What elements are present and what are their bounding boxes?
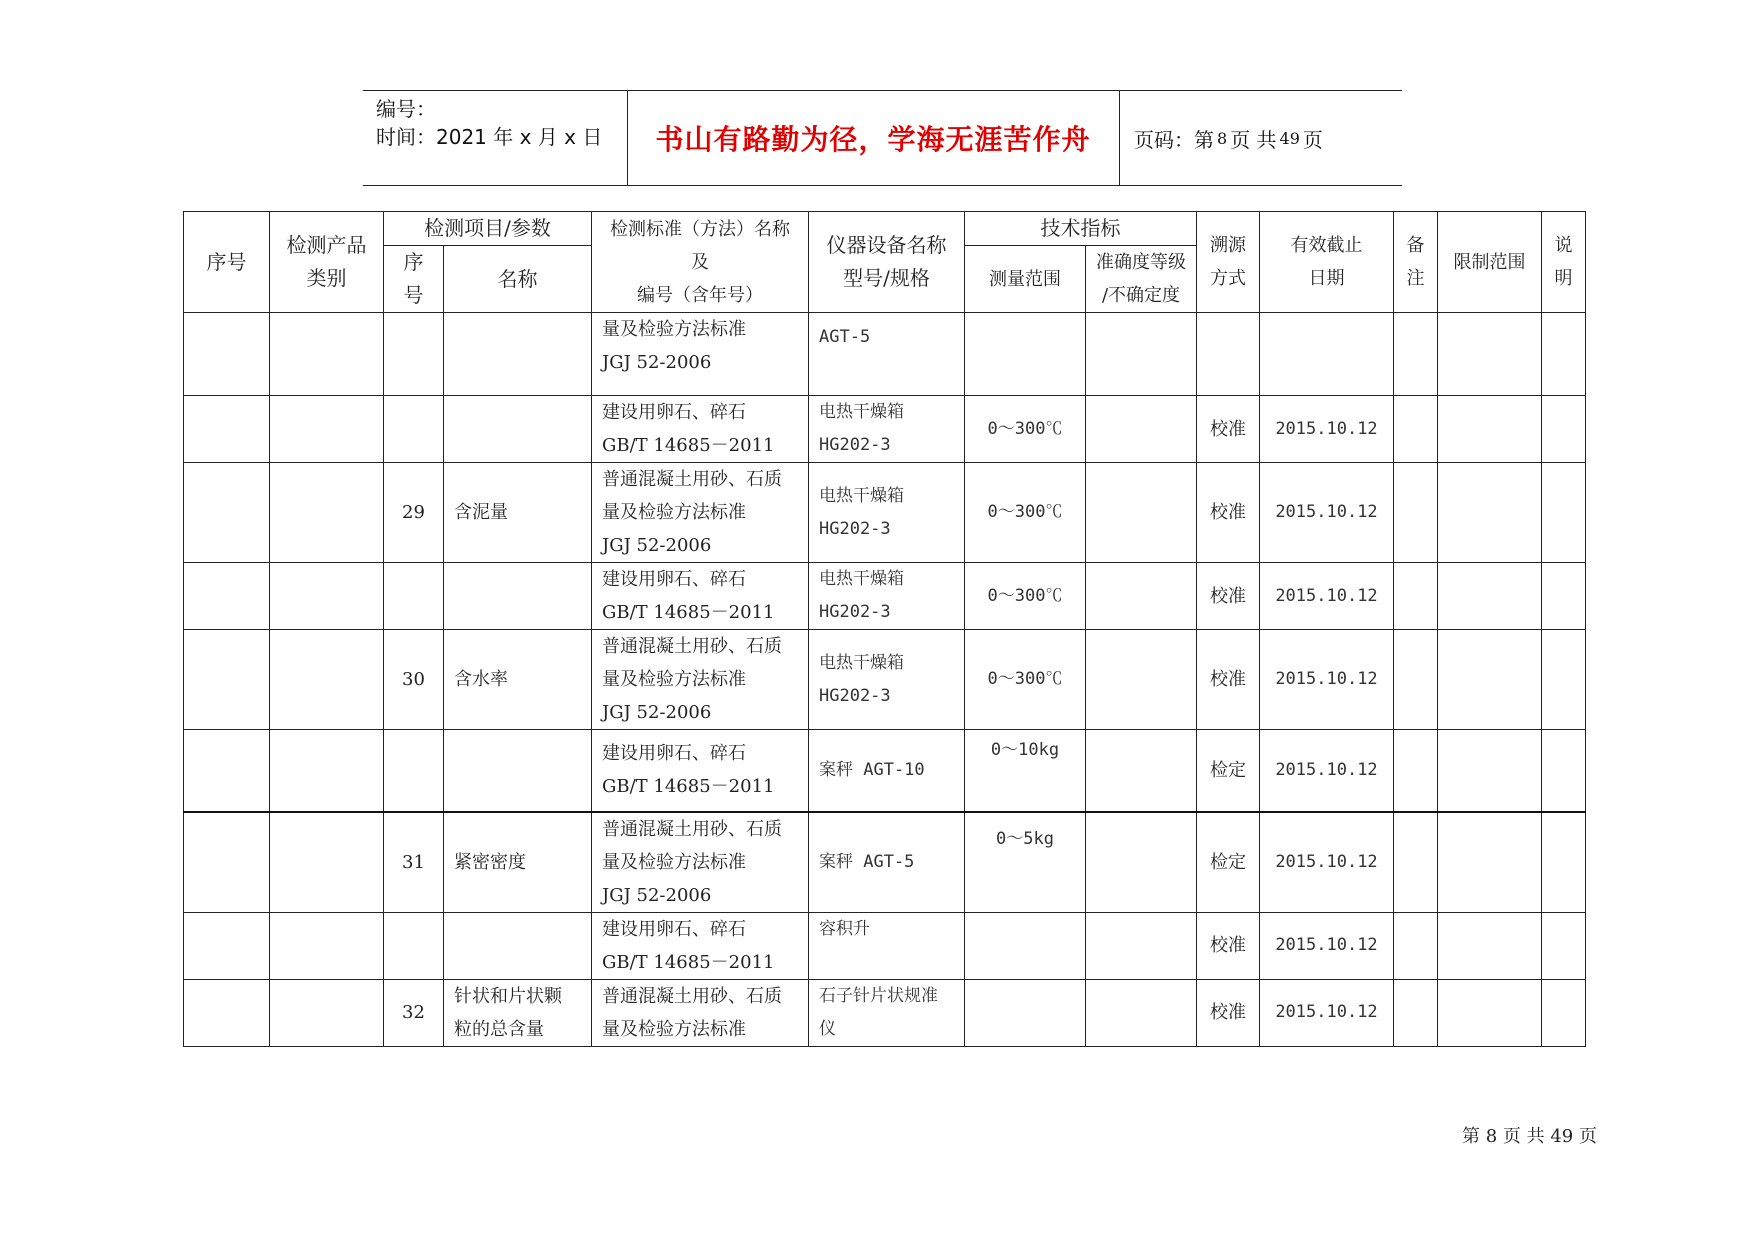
- col-tech: 技术指标: [965, 212, 1197, 246]
- table-row: 32 针状和片状颗 粒的总含量 普通混凝土用砂、石质 量及检验方法标准 石子针片状规准 仪 校准 2015.10.12: [184, 979, 1586, 1046]
- col-accuracy: 准确度等级 /不确定度: [1086, 246, 1197, 313]
- page-prefix: 页码：第: [1134, 127, 1214, 152]
- table-row: 建设用卵石、碎石 GB/T 14685－2011 案秤 AGT-10 0～10kg 检定 2015.10.12: [184, 730, 1586, 812]
- col-trace: 溯源 方式: [1197, 212, 1260, 313]
- col-standard: 检测标准（方法）名称 及 编号（含年号）: [592, 212, 809, 313]
- table-row: 量及检验方法标准 JGJ 52-2006 AGT-5: [184, 313, 1586, 396]
- col-category: 检测产品 类别: [270, 212, 384, 313]
- col-seq: 序号: [184, 212, 270, 313]
- col-item-name: 名称: [444, 246, 592, 313]
- col-equipment: 仪器设备名称 型号/规格: [809, 212, 965, 313]
- document-time: 时间：2021 年 x 月 x 日: [376, 125, 603, 149]
- col-item-seq: 序 号: [384, 246, 444, 313]
- col-item-group: 检测项目/参数: [384, 212, 592, 246]
- col-remark: 备 注: [1394, 212, 1438, 313]
- col-valid-date: 有效截止 日期: [1260, 212, 1394, 313]
- document-header: [363, 90, 1402, 186]
- table-row: 30 含水率 普通混凝土用砂、石质 量及检验方法标准 JGJ 52-2006 电热干燥箱 HG202-3 0～300℃ 校准 2015.10.12: [184, 630, 1586, 730]
- page-suffix: 页: [1302, 127, 1323, 152]
- inspection-table: [183, 211, 1586, 1047]
- document-number-label: 编号：: [376, 97, 436, 121]
- page-footer: 第 8 页 共 49 页: [1462, 1126, 1597, 1147]
- page-total: 49: [1279, 128, 1300, 148]
- table-row: 建设用卵石、碎石 GB/T 14685－2011 电热干燥箱 HG202-3 0～300℃ 校准 2015.10.12: [184, 396, 1586, 463]
- table-row: 31 紧密密度 普通混凝土用砂、石质 量及检验方法标准 JGJ 52-2006 案秤 AGT-5 0～5kg 检定 2015.10.12: [184, 812, 1586, 913]
- page-current: 8: [1217, 128, 1228, 148]
- table-row: 建设用卵石、碎石 GB/T 14685－2011 电热干燥箱 HG202-3 0～300℃ 校准 2015.10.12: [184, 563, 1586, 630]
- col-note: 说 明: [1542, 212, 1586, 313]
- table-row: 29 含泥量 普通混凝土用砂、石质 量及检验方法标准 JGJ 52-2006 电热干燥箱 HG202-3 0～300℃ 校准 2015.10.12: [184, 463, 1586, 563]
- table-row: 建设用卵石、碎石 GB/T 14685－2011 容积升 校准 2015.10.12: [184, 912, 1586, 979]
- col-limit: 限制范围: [1438, 212, 1542, 313]
- page-mid: 页 共: [1230, 127, 1277, 152]
- header-motto: 书山有路勤为径，学海无涯苦作舟: [627, 91, 1120, 185]
- header-meta: [363, 91, 628, 185]
- col-range: 测量范围: [965, 246, 1086, 313]
- header-page-number: [1120, 91, 1402, 185]
